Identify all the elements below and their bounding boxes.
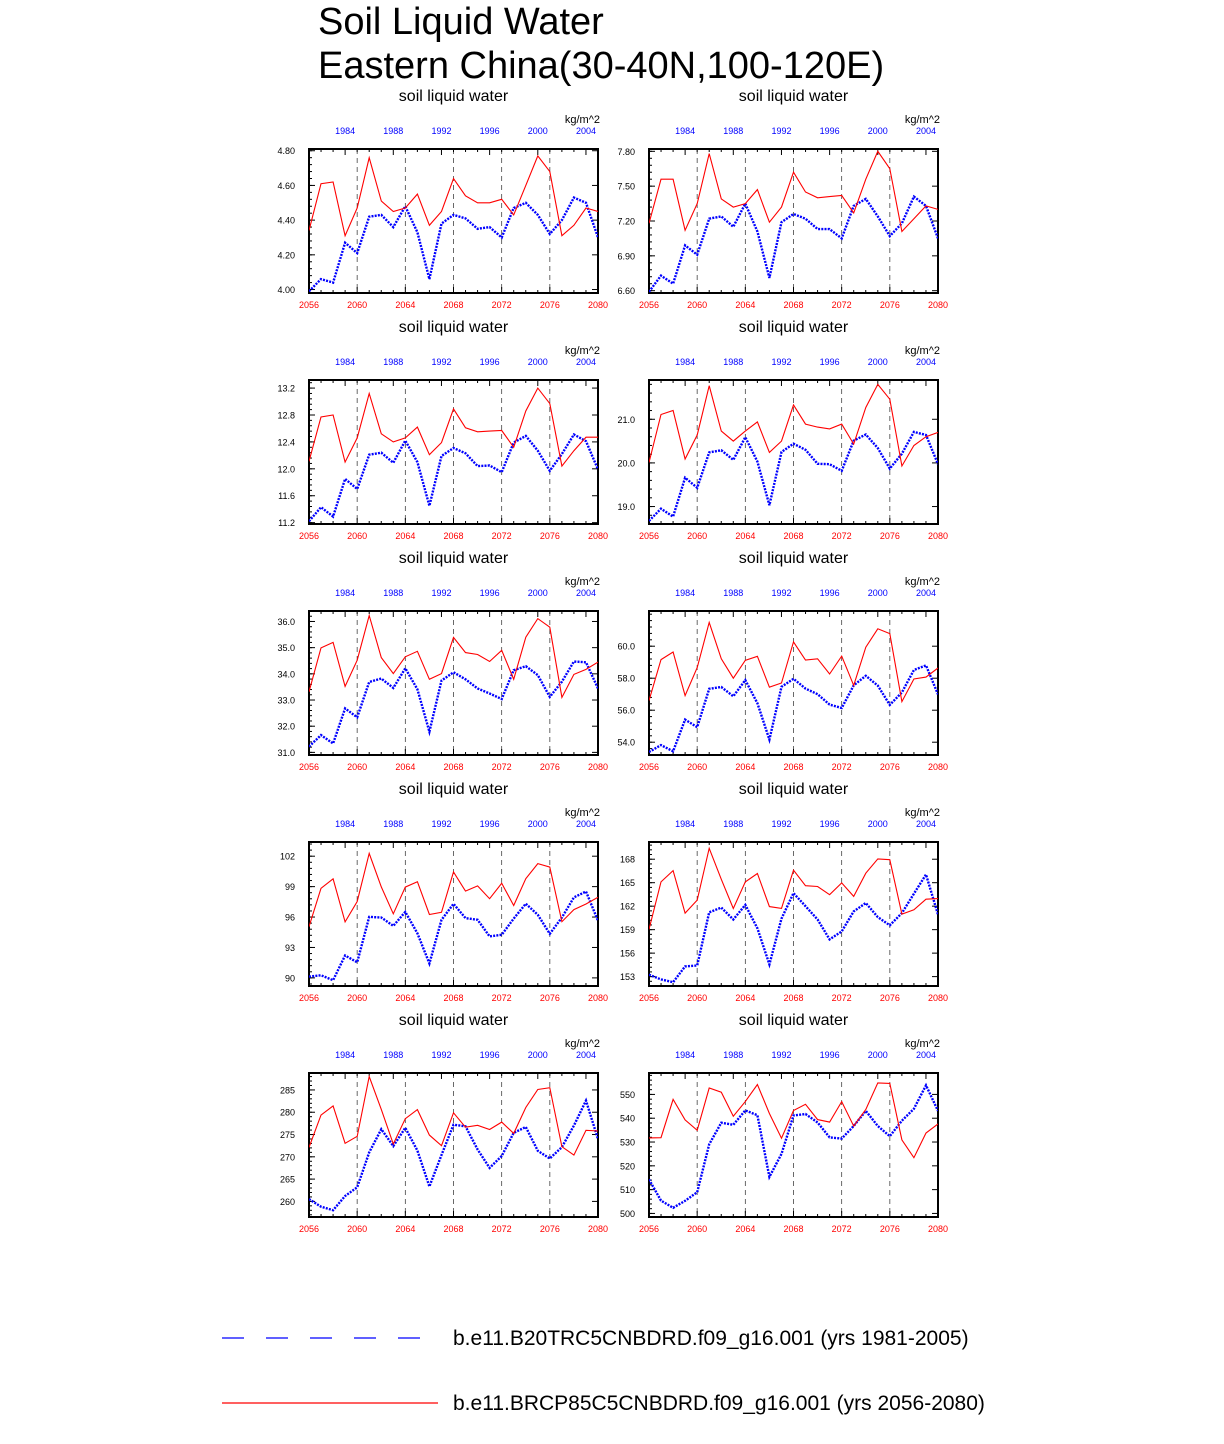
- y-tick-label: 54.0: [617, 737, 635, 748]
- y-tick-label: 280: [279, 1107, 295, 1118]
- x-tick-label-bottom: 2072: [831, 1224, 852, 1234]
- y-tick-label: 7.80: [617, 146, 635, 157]
- x-tick-label-top: 1984: [335, 126, 356, 136]
- x-tick-label-bottom: 2068: [443, 993, 464, 1003]
- x-tick-label-top: 1996: [819, 588, 840, 598]
- x-tick-label-top: 2000: [867, 588, 888, 598]
- x-tick-label-top: 1984: [335, 357, 356, 367]
- x-tick-label-top: 2004: [915, 126, 936, 136]
- units-label: kg/m^2: [564, 1038, 600, 1050]
- x-tick-label-top: 2004: [575, 819, 596, 829]
- x-tick-label-bottom: 2076: [539, 300, 560, 310]
- x-tick-label-top: 2000: [527, 819, 548, 829]
- x-tick-label-bottom: 2076: [879, 1224, 900, 1234]
- x-tick-label-top: 1992: [771, 126, 792, 136]
- series-line-future: [649, 151, 938, 231]
- y-tick-label: 36.0: [277, 616, 295, 627]
- x-tick-label-bottom: 2076: [879, 762, 900, 772]
- x-tick-label-top: 2004: [915, 819, 936, 829]
- y-tick-label: 530: [619, 1137, 635, 1148]
- x-tick-label-top: 1988: [383, 588, 404, 598]
- y-tick-label: 32.0: [277, 721, 295, 732]
- x-tick-label-top: 2004: [575, 1050, 596, 1060]
- y-tick-label: 93: [284, 942, 295, 953]
- x-tick-label-bottom: 2068: [783, 993, 804, 1003]
- y-tick-label: 11.2: [278, 518, 295, 529]
- y-tick-label: 58.0: [617, 673, 635, 684]
- chart-panel-8: [620, 781, 948, 1003]
- x-tick-label-bottom: 2068: [443, 300, 464, 310]
- y-tick-label: 7.50: [617, 181, 635, 192]
- x-tick-label-bottom: 2076: [879, 300, 900, 310]
- x-tick-label-bottom: 2060: [687, 993, 708, 1003]
- x-tick-label-top: 1992: [431, 1050, 452, 1060]
- x-tick-label-bottom: 2064: [735, 1224, 756, 1234]
- y-tick-label: 12.8: [277, 410, 295, 421]
- y-tick-label: 500: [619, 1208, 635, 1219]
- y-tick-label: 4.00: [277, 285, 295, 296]
- x-tick-label-bottom: 2056: [298, 762, 320, 772]
- x-tick-label-top: 1992: [771, 819, 792, 829]
- x-tick-label-bottom: 2076: [879, 531, 900, 541]
- legend-line-historical: [222, 1335, 442, 1341]
- y-tick-label: 102: [279, 851, 295, 862]
- x-tick-label-top: 2000: [867, 819, 888, 829]
- x-tick-label-bottom: 2056: [298, 531, 320, 541]
- x-tick-label-top: 2000: [867, 1050, 888, 1060]
- x-tick-label-top: 1992: [431, 126, 452, 136]
- x-tick-label-top: 1996: [479, 1050, 500, 1060]
- x-tick-label-top: 1992: [771, 357, 792, 367]
- y-tick-label: 520: [619, 1161, 635, 1172]
- y-tick-label: 270: [279, 1152, 295, 1163]
- x-tick-label-bottom: 2064: [395, 1224, 416, 1234]
- x-tick-label-top: 1988: [723, 588, 744, 598]
- x-tick-label-top: 1992: [771, 1050, 792, 1060]
- panel-title: soil liquid water: [738, 319, 849, 336]
- series-line-future: [309, 1077, 598, 1156]
- y-tick-label: 21.0: [617, 414, 635, 425]
- x-tick-label-top: 2004: [575, 357, 596, 367]
- chart-panel-1: [277, 88, 608, 310]
- x-tick-label-bottom: 2060: [347, 762, 368, 772]
- x-tick-label-bottom: 2064: [735, 300, 756, 310]
- y-tick-label: 20.0: [617, 458, 635, 469]
- y-tick-label: 56.0: [617, 705, 635, 716]
- y-tick-label: 99: [284, 882, 295, 893]
- y-tick-label: 156: [619, 948, 635, 959]
- y-tick-label: 4.60: [277, 180, 295, 191]
- x-tick-label-bottom: 2060: [347, 300, 368, 310]
- x-tick-label-top: 1996: [479, 357, 500, 367]
- x-tick-label-bottom: 2060: [687, 1224, 708, 1234]
- x-tick-label-bottom: 2064: [735, 531, 756, 541]
- units-label: kg/m^2: [564, 807, 600, 819]
- x-tick-label-bottom: 2076: [539, 531, 560, 541]
- x-tick-label-bottom: 2080: [587, 531, 609, 541]
- x-tick-label-bottom: 2068: [443, 762, 464, 772]
- panel-title: soil liquid water: [738, 1012, 849, 1029]
- x-tick-label-bottom: 2068: [443, 1224, 464, 1234]
- y-tick-label: 162: [619, 901, 635, 912]
- units-label: kg/m^2: [904, 576, 940, 588]
- units-label: kg/m^2: [904, 114, 940, 126]
- panel-title: soil liquid water: [398, 88, 509, 105]
- x-tick-label-bottom: 2068: [783, 762, 804, 772]
- x-tick-label-bottom: 2068: [783, 531, 804, 541]
- units-label: kg/m^2: [904, 1038, 940, 1050]
- x-tick-label-top: 1988: [383, 126, 404, 136]
- x-tick-label-bottom: 2076: [879, 993, 900, 1003]
- x-tick-label-top: 1996: [819, 357, 840, 367]
- x-tick-label-bottom: 2068: [443, 531, 464, 541]
- x-tick-label-bottom: 2064: [395, 300, 416, 310]
- x-tick-label-top: 1992: [431, 588, 452, 598]
- y-tick-label: 7.20: [617, 216, 635, 227]
- chart-panel-3: [277, 319, 608, 541]
- x-tick-label-top: 1996: [479, 588, 500, 598]
- x-tick-label-top: 2000: [527, 357, 548, 367]
- panel-title: soil liquid water: [398, 319, 509, 336]
- x-tick-label-top: 2004: [915, 357, 936, 367]
- x-tick-label-bottom: 2072: [831, 993, 852, 1003]
- x-tick-label-top: 2000: [527, 588, 548, 598]
- x-tick-label-bottom: 2060: [687, 300, 708, 310]
- chart-panel-2: [617, 88, 948, 310]
- y-tick-label: 265: [279, 1174, 295, 1185]
- x-tick-label-bottom: 2080: [927, 1224, 949, 1234]
- x-tick-label-top: 1984: [335, 588, 356, 598]
- x-tick-label-bottom: 2080: [927, 531, 949, 541]
- y-tick-label: 540: [619, 1113, 635, 1124]
- y-tick-label: 31.0: [277, 747, 295, 758]
- x-tick-label-top: 1996: [479, 819, 500, 829]
- x-tick-label-top: 2004: [915, 588, 936, 598]
- x-tick-label-top: 2004: [915, 1050, 936, 1060]
- x-tick-label-bottom: 2060: [347, 993, 368, 1003]
- y-tick-label: 285: [279, 1085, 295, 1096]
- x-tick-label-bottom: 2072: [831, 300, 852, 310]
- y-tick-label: 60.0: [617, 641, 635, 652]
- units-label: kg/m^2: [564, 114, 600, 126]
- y-tick-label: 510: [619, 1185, 635, 1196]
- x-tick-label-bottom: 2064: [395, 531, 416, 541]
- x-tick-label-bottom: 2072: [491, 1224, 512, 1234]
- y-tick-label: 96: [284, 912, 295, 923]
- x-tick-label-top: 1992: [431, 357, 452, 367]
- y-tick-label: 4.80: [277, 146, 295, 157]
- y-tick-label: 275: [279, 1130, 295, 1141]
- x-tick-label-bottom: 2068: [783, 300, 804, 310]
- x-tick-label-top: 1988: [383, 1050, 404, 1060]
- y-tick-label: 12.0: [277, 464, 295, 475]
- x-tick-label-top: 1988: [383, 819, 404, 829]
- x-tick-label-top: 2004: [575, 588, 596, 598]
- x-tick-label-top: 1984: [675, 126, 696, 136]
- chart-panel-9: [280, 1012, 608, 1234]
- x-tick-label-bottom: 2064: [395, 993, 416, 1003]
- panel-title: soil liquid water: [738, 88, 849, 105]
- x-tick-label-bottom: 2076: [539, 993, 560, 1003]
- y-tick-label: 19.0: [617, 502, 635, 513]
- x-tick-label-top: 1988: [723, 357, 744, 367]
- y-tick-label: 90: [284, 973, 295, 984]
- x-tick-label-bottom: 2060: [687, 762, 708, 772]
- y-tick-label: 4.40: [277, 215, 295, 226]
- x-tick-label-bottom: 2080: [927, 993, 949, 1003]
- x-tick-label-bottom: 2060: [347, 531, 368, 541]
- x-tick-label-top: 2004: [575, 126, 596, 136]
- x-tick-label-top: 1996: [819, 819, 840, 829]
- x-tick-label-bottom: 2072: [831, 531, 852, 541]
- x-tick-label-bottom: 2072: [491, 762, 512, 772]
- y-tick-label: 159: [619, 925, 635, 936]
- x-tick-label-bottom: 2064: [735, 993, 756, 1003]
- x-tick-label-bottom: 2056: [298, 1224, 320, 1234]
- x-tick-label-bottom: 2056: [638, 531, 660, 541]
- x-tick-label-bottom: 2060: [687, 531, 708, 541]
- x-tick-label-bottom: 2080: [927, 300, 949, 310]
- x-tick-label-top: 1984: [675, 357, 696, 367]
- x-tick-label-bottom: 2080: [587, 300, 609, 310]
- y-tick-label: 33.0: [277, 695, 295, 706]
- x-tick-label-bottom: 2056: [638, 762, 660, 772]
- y-tick-label: 153: [619, 972, 635, 983]
- panel-title: soil liquid water: [738, 781, 849, 798]
- x-tick-label-bottom: 2056: [638, 300, 660, 310]
- series-line-future: [649, 622, 938, 701]
- x-tick-label-top: 1984: [335, 1050, 356, 1060]
- x-tick-label-bottom: 2076: [539, 762, 560, 772]
- x-tick-label-bottom: 2080: [587, 762, 609, 772]
- chart-panel-4: [617, 319, 948, 541]
- chart-panel-7: [280, 781, 608, 1003]
- x-tick-label-bottom: 2064: [395, 762, 416, 772]
- panel-title: soil liquid water: [398, 1012, 509, 1029]
- x-tick-label-top: 1984: [675, 588, 696, 598]
- x-tick-label-bottom: 2056: [298, 993, 320, 1003]
- y-tick-label: 168: [619, 854, 635, 865]
- panel-title: soil liquid water: [398, 550, 509, 567]
- x-tick-label-bottom: 2056: [638, 1224, 660, 1234]
- x-tick-label-bottom: 2072: [831, 762, 852, 772]
- x-tick-label-bottom: 2056: [298, 300, 320, 310]
- units-label: kg/m^2: [564, 345, 600, 357]
- legend-label-historical: b.e11.B20TRC5CNBDRD.f09_g16.001 (yrs 1981-2005): [453, 1327, 969, 1350]
- panel-title: soil liquid water: [738, 550, 849, 567]
- x-tick-label-top: 2000: [527, 126, 548, 136]
- y-tick-label: 6.60: [617, 286, 635, 297]
- x-tick-label-bottom: 2060: [347, 1224, 368, 1234]
- x-tick-label-top: 1988: [723, 126, 744, 136]
- chart-panel-5: [277, 550, 608, 772]
- x-tick-label-top: 1984: [675, 1050, 696, 1060]
- y-tick-label: 34.0: [277, 669, 295, 680]
- y-tick-label: 4.20: [277, 250, 295, 261]
- x-tick-label-bottom: 2080: [587, 993, 609, 1003]
- x-tick-label-bottom: 2072: [491, 531, 512, 541]
- y-tick-label: 165: [619, 878, 635, 889]
- x-tick-label-top: 1984: [675, 819, 696, 829]
- x-tick-label-bottom: 2056: [638, 993, 660, 1003]
- legend-line-future: [222, 1400, 442, 1406]
- x-tick-label-top: 1992: [431, 819, 452, 829]
- x-tick-label-top: 1996: [819, 126, 840, 136]
- x-tick-label-top: 1992: [771, 588, 792, 598]
- y-tick-label: 11.6: [278, 491, 295, 502]
- figure-title-line-1: Soil Liquid Water: [318, 1, 604, 43]
- x-tick-label-bottom: 2076: [539, 1224, 560, 1234]
- x-tick-label-bottom: 2064: [735, 762, 756, 772]
- panel-title: soil liquid water: [398, 781, 509, 798]
- x-tick-label-top: 2000: [867, 126, 888, 136]
- y-tick-label: 260: [279, 1196, 295, 1207]
- figure-title-line-2: Eastern China(30-40N,100-120E): [318, 45, 885, 87]
- x-tick-label-bottom: 2080: [587, 1224, 609, 1234]
- x-tick-label-top: 1984: [335, 819, 356, 829]
- y-tick-label: 13.2: [277, 383, 295, 394]
- x-tick-label-top: 1996: [479, 126, 500, 136]
- y-tick-label: 35.0: [277, 643, 295, 654]
- chart-panel-10: [620, 1012, 948, 1234]
- units-label: kg/m^2: [904, 345, 940, 357]
- x-tick-label-top: 1996: [819, 1050, 840, 1060]
- units-label: kg/m^2: [904, 807, 940, 819]
- x-tick-label-bottom: 2072: [491, 300, 512, 310]
- y-tick-label: 6.90: [617, 251, 635, 262]
- x-tick-label-bottom: 2072: [491, 993, 512, 1003]
- y-tick-label: 550: [619, 1089, 635, 1100]
- x-tick-label-top: 1988: [383, 357, 404, 367]
- chart-panel-6: [617, 550, 948, 772]
- legend-label-future: b.e11.BRCP85C5CNBDRD.f09_g16.001 (yrs 2056-2080): [453, 1392, 985, 1415]
- y-tick-label: 12.4: [277, 437, 295, 448]
- x-tick-label-bottom: 2068: [783, 1224, 804, 1234]
- x-tick-label-top: 1988: [723, 819, 744, 829]
- units-label: kg/m^2: [564, 576, 600, 588]
- x-tick-label-top: 1988: [723, 1050, 744, 1060]
- x-tick-label-top: 2000: [527, 1050, 548, 1060]
- x-tick-label-top: 2000: [867, 357, 888, 367]
- x-tick-label-bottom: 2080: [927, 762, 949, 772]
